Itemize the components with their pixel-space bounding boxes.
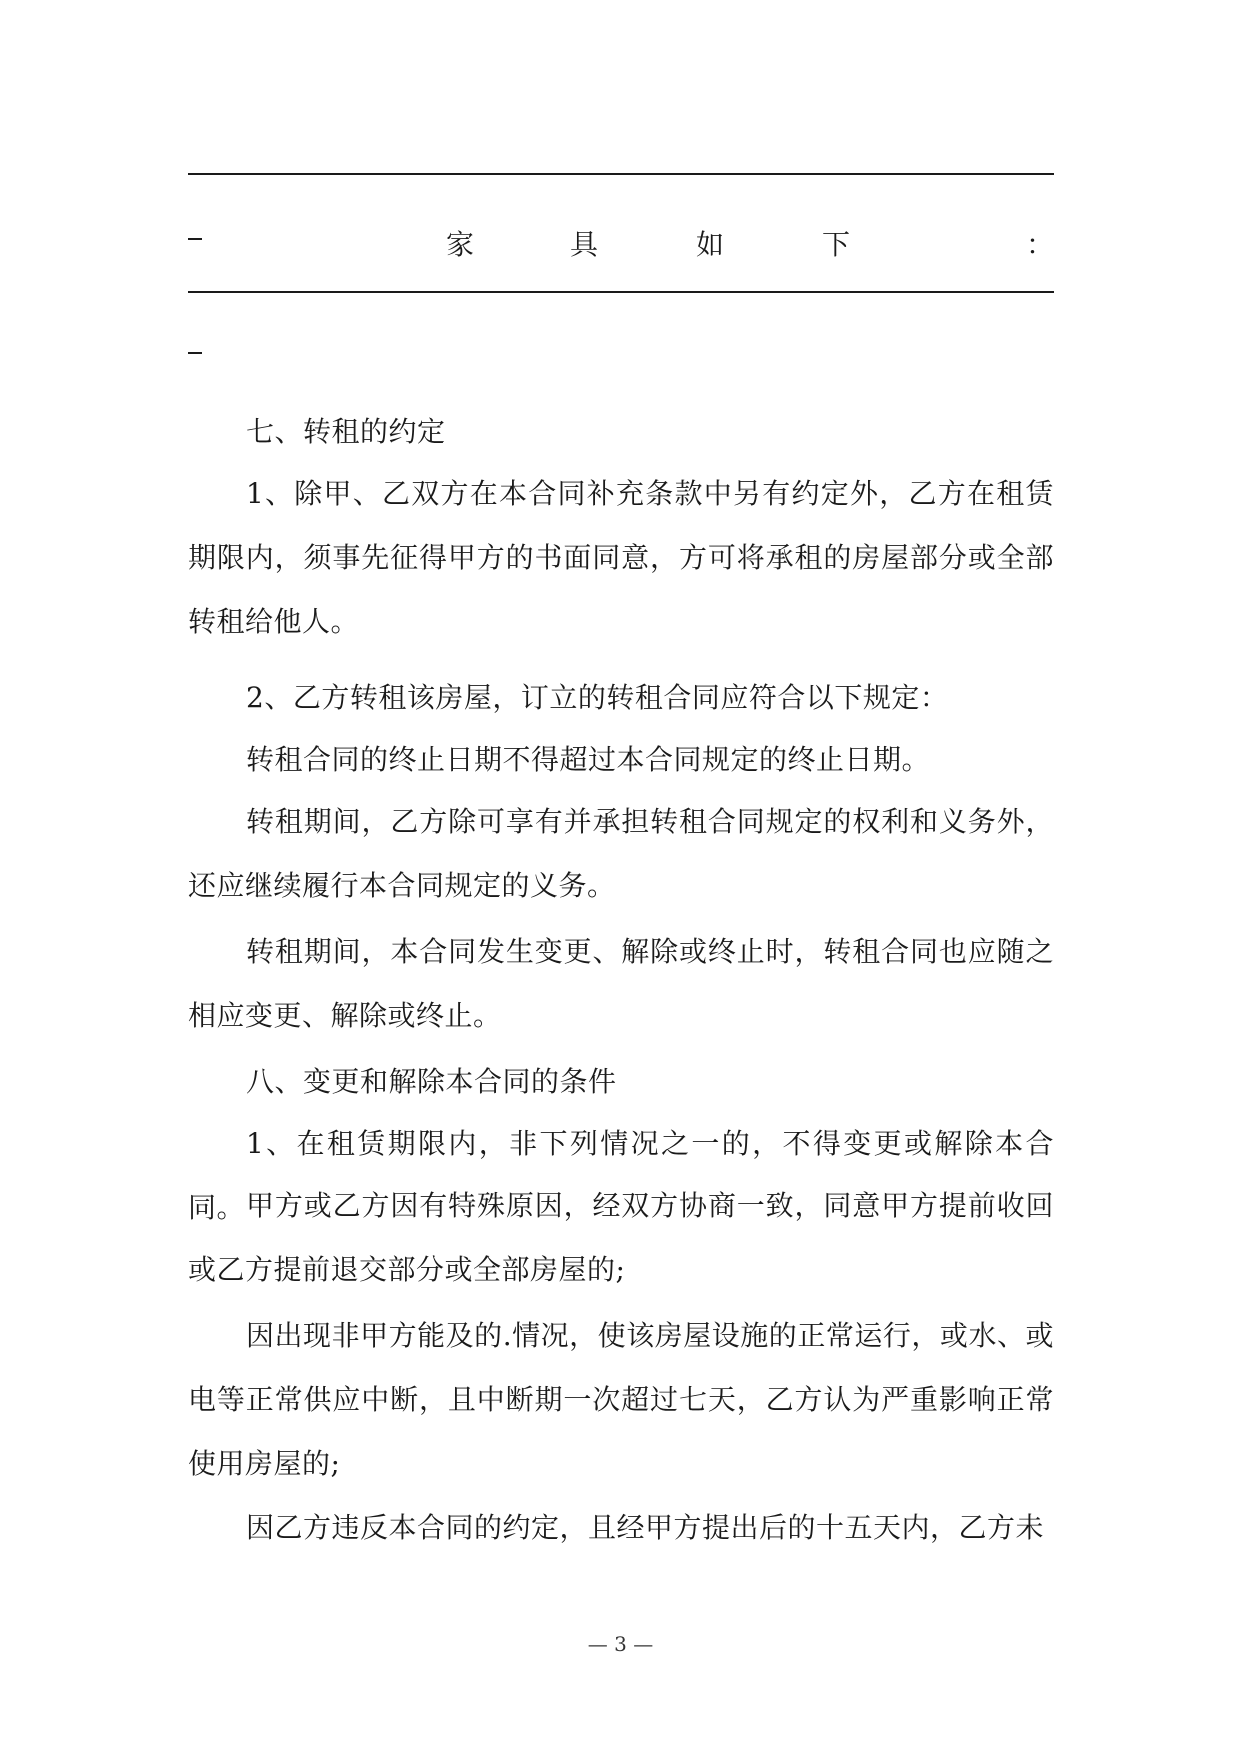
section-heading: 七、转租的约定 [246,415,446,448]
paragraph: 1、除甲、乙双方在本合同补充条款中另有约定外，乙方在租赁期限内，须事先征得甲方的书面同意，方可将承租的房屋部分或全部转租给他人。 [188,477,1054,638]
page-number: — 3 — [587,1632,654,1656]
fill-in-underline [188,291,1054,293]
paragraph: 转租期间，本合同发生变更、解除或终止时，转租合同也应随之相应变更、解除或终止。 [188,935,1054,1032]
paragraph: 转租合同的终止日期不得超过本合同规定的终止日期。 [246,743,931,776]
paragraph: 1、在租赁期限内，非下列情况之一的，不得变更或解除本合同。 [188,1127,1054,1224]
section-heading: 八、变更和解除本合同的条件 [246,1065,617,1098]
furniture-list-heading [188,225,1054,265]
heading-char: 如 [696,228,725,261]
fill-in-underline [188,173,1054,175]
heading-char: 具 [570,228,599,261]
paragraph: 转租期间，乙方除可享有并承担转租合同规定的权利和义务外，还应继续履行本合同规定的义务。 [188,805,1054,902]
heading-char: ： [1026,228,1055,261]
paragraph: 因出现非甲方能及的.情况，使该房屋设施的正常运行，或水、或电等正常供应中断，且中断期一次超过七天，乙方认为严重影响正常使用房屋的; [188,1319,1054,1480]
paragraph: 2、乙方转租该房屋，订立的转租合同应符合以下规定： [246,681,949,714]
paragraph: 甲方或乙方因有特殊原因，经双方协商一致，同意甲方提前收回或乙方提前退交部分或全部房屋的; [188,1189,1054,1286]
heading-char: 下 [822,228,851,261]
fill-in-underline-tail [188,352,202,354]
heading-char: 家 [446,228,475,261]
paragraph: 因乙方违反本合同的约定，且经甲方提出后的十五天内，乙方未 [246,1511,1045,1544]
